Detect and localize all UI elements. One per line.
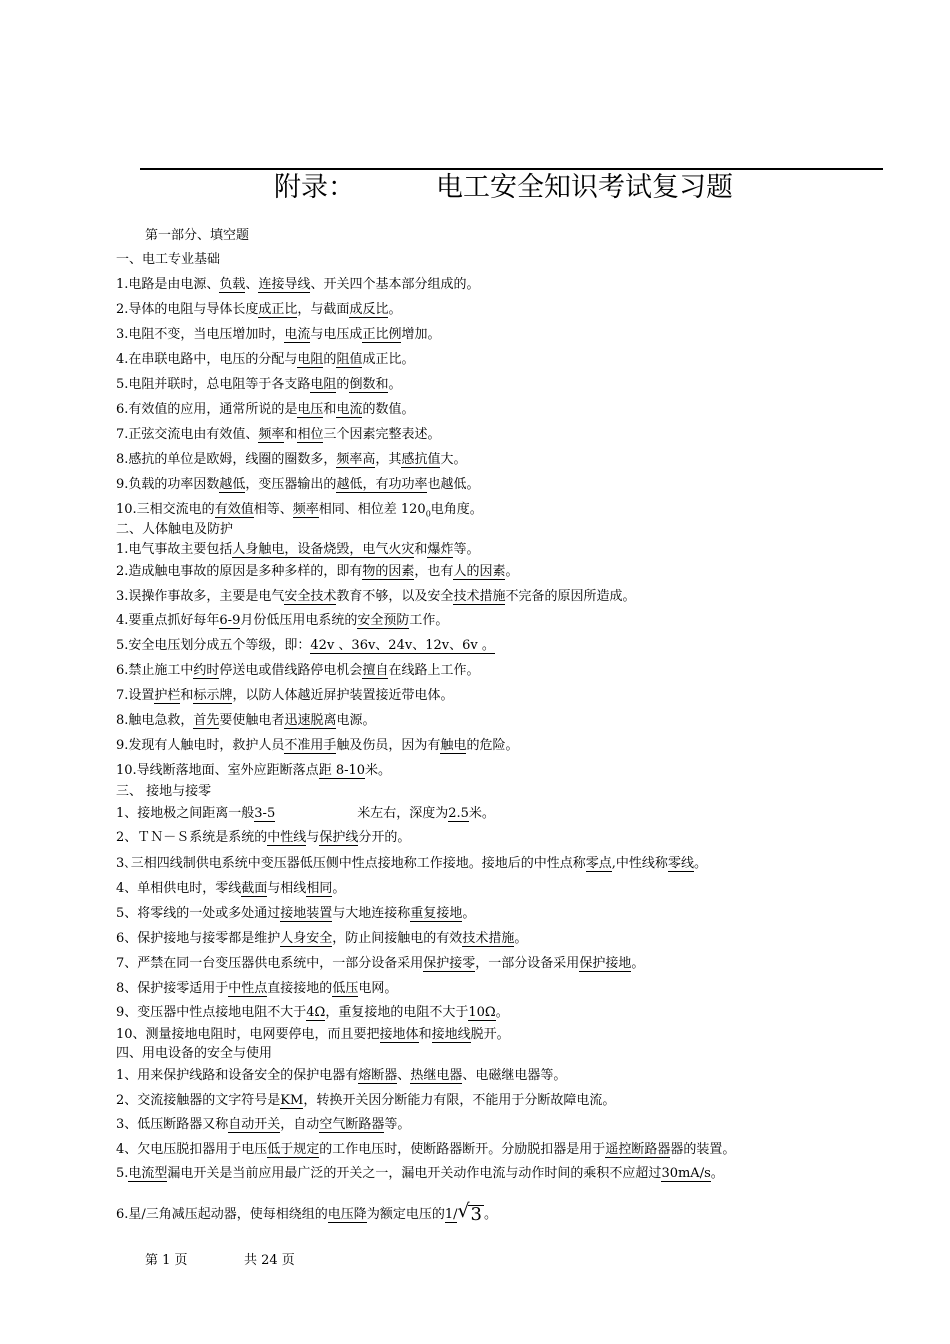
page-number: 第 1 页 <box>145 1253 188 1268</box>
question-c6: 6、保护接地与接零都是维护人身安全，防止间接触电的有效技术措施。 <box>116 931 528 946</box>
question-b6: 6.禁止施工中约时停送电或借线路停电机会擅自在线路上工作。 <box>116 663 480 678</box>
page-total: 共 24 页 <box>244 1253 295 1268</box>
question-a10: 10.三相交流电的有效值相等、频率相同、相位差 $120_0$电角度。 <box>116 502 483 519</box>
title-main: 电工安全知识考试复习题 <box>436 172 733 203</box>
question-c4: 4、单相供电时，零线截面与相线相同。 <box>116 881 346 896</box>
question-a2: 2.导体的电阻与导体长度成正比，与截面成反比。 <box>116 302 402 317</box>
question-a3: 3.电阻不变，当电压增加时，电流与电压成正比例增加。 <box>116 327 441 342</box>
question-d4: 4、欠电压脱扣器用于电压低于规定的工作电压时，使断路器断开。分励脱扣器是用于遥控断路器器的装置。 <box>116 1142 736 1157</box>
question-a9: 9.负载的功率因数越低，变压器输出的越低，有功功率也越低。 <box>116 477 480 492</box>
question-c7: 7、严禁在同一台变压器供电系统中，一部分设备采用保护接零，一部分设备采用保护接地。 <box>116 956 645 971</box>
question-d3: 3、低压断路器又称自动开关，自动空气断路器等。 <box>116 1117 411 1132</box>
section-heading-2: 二、人体触电及防护 <box>116 522 234 537</box>
question-a4: 4.在串联电路中，电压的分配与电阻的阻值成正比。 <box>116 352 415 367</box>
title-prefix: 附录： <box>274 172 355 203</box>
question-b1: 1.电气事故主要包括人身触电，设备烧毁，电气火灾和爆炸等。 <box>116 542 480 557</box>
question-c8: 8、保护接零适用于中性点直接接地的低压电网。 <box>116 981 398 996</box>
question-b10: 10.导线断落地面、室外应距断落点距 8-10米。 <box>116 763 392 778</box>
question-c9: 9、变压器中性点接地电阻不大于4Ω，重复接地的电阻不大于10Ω。 <box>116 1005 509 1020</box>
question-b5: 5.安全电压划分成五个等级，即：42v 、36v、24v、12v、6v 。 <box>116 638 495 653</box>
question-c3: 3､三相四线制供电系统中变压器低压侧中性点接地称工作接地。接地后的中性点称零点,中性线称零线。 <box>116 856 707 871</box>
question-d5: 5.电流型漏电开关是当前应用最广泛的开关之一，漏电开关动作电流与动作时间的乘积不应超过30mA/s。 <box>116 1166 724 1181</box>
question-a8: 8.感抗的单位是欧姆，线圈的圈数多，频率高，其感抗值大。 <box>116 452 467 467</box>
section-heading-4: 四、用电设备的安全与使用 <box>116 1046 273 1061</box>
section-heading-3: 三、 接地与接零 <box>116 784 212 799</box>
question-d2: 2、交流接触器的文字符号是KM，转换开关因分断能力有限，不能用于分断故障电流。 <box>116 1093 616 1108</box>
question-a1: 1.电路是由电源、负载、连接导线、开关四个基本部分组成的。 <box>116 277 480 292</box>
part-heading: 第一部分、填空题 <box>145 228 250 243</box>
question-b3: 3.误操作事故多，主要是电气安全技术教育不够，以及安全技术措施不完备的原因所造成。 <box>116 589 636 604</box>
question-c10: 10、测量接地电阻时，电网要停电，而且要把接地体和接地线脱开。 <box>116 1027 510 1042</box>
question-b7: 7.设置护栏和标示牌，以防人体越近屏护装置接近带电体。 <box>116 688 454 703</box>
question-b9: 9.发现有人触电时，救护人员不准用手触及伤员，因为有触电的危险。 <box>116 738 519 753</box>
question-c5: 5、将零线的一处或多处通过接地装置与大地连接称重复接地。 <box>116 906 476 921</box>
question-b2: 2.造成触电事故的原因是多种多样的，即有物的因素，也有人的因素。 <box>116 564 519 579</box>
sqrt-symbol: √ 3 <box>457 1200 482 1225</box>
question-a5: 5.电阻并联时，总电阻等于各支路电阻的倒数和。 <box>116 377 402 392</box>
question-b4: 4.要重点抓好每年6-9月份低压用电系统的安全预防工作。 <box>116 613 449 628</box>
question-a7: 7.正弦交流电由有效值、频率和相位三个因素完整表述。 <box>116 427 441 442</box>
question-a6: 6.有效值的应用，通常所说的是电压和电流的数值。 <box>116 402 415 417</box>
question-c2: 2、ＴＮ－Ｓ系统是系统的中性线与保护线分开的。 <box>116 830 411 845</box>
question-d1: 1、用来保护线路和设备安全的保护电器有熔断器、热继电器、电磁继电器等。 <box>116 1068 567 1083</box>
question-b8: 8.触电急救，首先要使触电者迅速脱离电源。 <box>116 713 376 728</box>
page-title <box>140 170 883 206</box>
section-heading-1: 一、电工专业基础 <box>116 252 221 267</box>
question-d6: 6.星/三角减压起动器，使每相绕组的电压降为额定电压的1/ √ 3 。 <box>116 1200 497 1225</box>
question-c1: 1、接地极之间距离一般3-5 米左右，深度为2.5米。 <box>116 806 495 821</box>
